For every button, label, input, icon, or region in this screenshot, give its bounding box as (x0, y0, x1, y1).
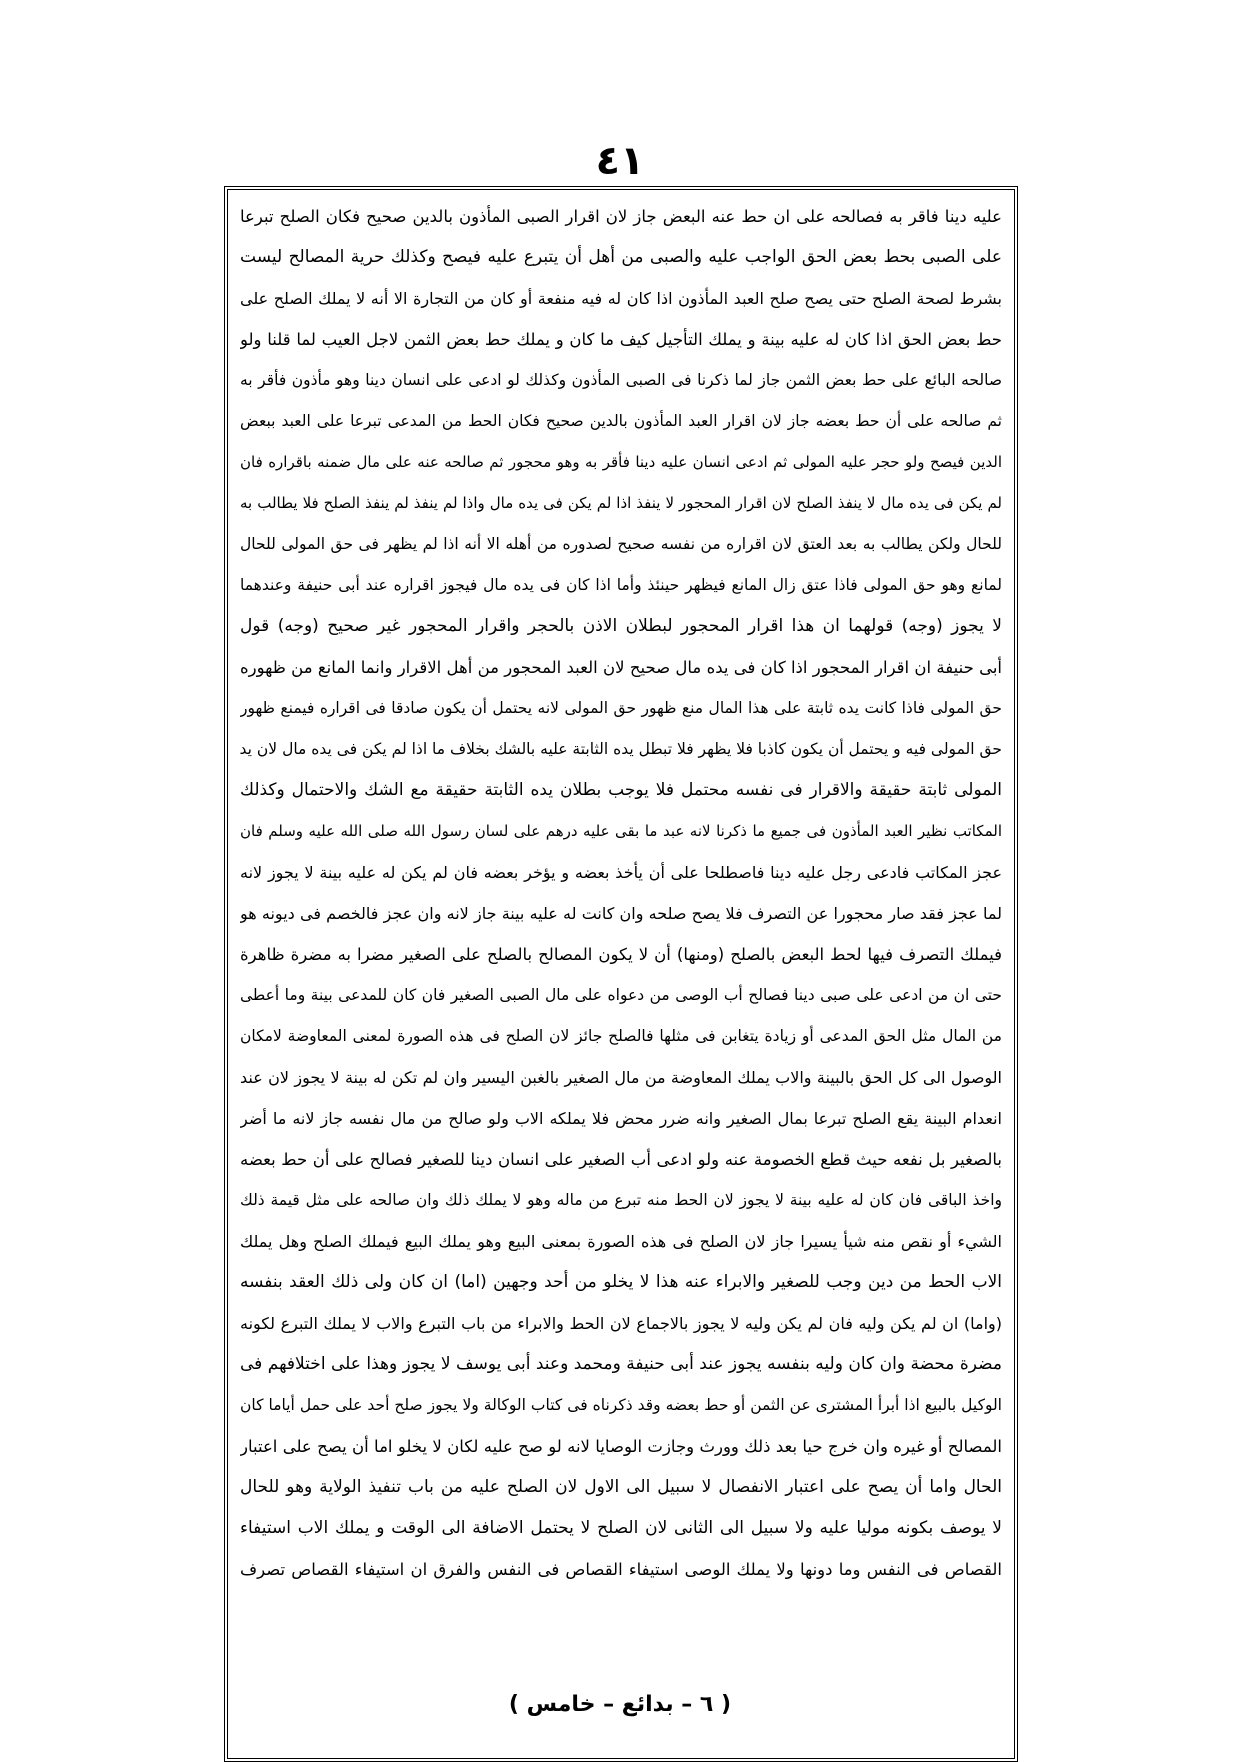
text-line: عليه دينا فاقر به فصالحه على ان حط عنه البعض جاز لان اقرار الصبى المأذون بالدين صحيح فكان الصلح تبرعا (240, 207, 1002, 226)
signature-footer: ( ٦ – بدائع – خامس ) (508, 1692, 732, 1717)
text-line: بالصغير بل نفعه حيث قطع الخصومة عنه ولو ادعى أب الصغير على انسان دينا للصغير فصالح على أن حط بعضه (240, 1150, 1002, 1169)
text-line: لا يجوز (وجه) قولهما ان هذا اقرار المحجور لبطلان الاذن بالحجر واقرار المحجور غير صحيح (وجه) قول (240, 616, 1002, 636)
text-line: (واما) ان لم يكن وليه فان لم يكن وليه لا يجوز بالاجماع لان الحط والابراء من باب التبرع والاب لا يملك التبرع لكونه (240, 1314, 1002, 1333)
text-line: الدين فيصح ولو حجر عليه المولى ثم ادعى انسان عليه دينا فأقر به وهو محجور ثم صالحه عنه على مال ضمنه باقراره فان (240, 453, 1002, 471)
text-line: انعدام البينة يقع الصلح تبرعا بمال الصغير وانه ضرر محض فلا يملكه الاب ولو صالح من مال نفسه جاز لانه ما أضر (240, 1109, 1002, 1128)
text-line: أبى حنيفة ان اقرار المحجور اذا كان فى يده مال صحيح لان العبد المحجور من أهل الاقرار وانما المانع من ظهوره (240, 658, 1002, 677)
text-line: من المال مثل الحق المدعى أو زيادة يتغابن فى مثلها فالصلح جائز لان الصلح فى هذه الصورة لمعنى المعاوضة لامكان (240, 1027, 1002, 1045)
text-line: مضرة محضة وان كان وليه بنفسه يجوز عند أبى حنيفة ومحمد وعند أبى يوسف لا يجوز وهذا على اختلافهم فى (240, 1354, 1002, 1374)
text-line: الحال واما أن يصح على اعتبار الانفصال لا سبيل الى الاول لان الصلح عليه من باب تنفيذ الولاية وهو للحال (240, 1477, 1002, 1497)
page-number: ٤١ (595, 138, 645, 184)
text-line: المولى ثابتة حقيقة والاقرار فى نفسه محتمل فلا يوجب بطلان يده الثابتة حقيقة مع الشك والاحتمال وكذلك (240, 780, 1002, 800)
text-line: بشرط لصحة الصلح حتى يصح صلح العبد المأذون اذا كان له فيه منفعة أو كان من التجارة الا أنه لا يملك الصلح على (240, 289, 1002, 308)
text-line: على الصبى بحط بعض الحق الواجب عليه والصبى من أهل أن يتبرع عليه فيصح وكذلك حرية المصالح ليست (240, 247, 1002, 267)
text-line: حتى ان من ادعى على صبى دينا فصالح أب الوصى من دعواه على مال الصبى الصغير فان كان للمدعى بينة وما أعطى (240, 986, 1002, 1004)
text-line: لما عجز فقد صار محجورا عن التصرف فلا يصح صلحه وان كانت له عليه بينة جاز لانه وان عجز فالخصم فى ديونه هو (240, 904, 1002, 923)
text-line: حق المولى فاذا كانت يده ثابتة على هذا المال منع ظهور حق المولى لانه يحتمل أن يكون صادقا فى اقراره فيمنع ظهور (240, 699, 1002, 717)
text-frame (224, 186, 1018, 1762)
text-line: ثم صالحه على أن حط بعضه جاز لان اقرار العبد المأذون بالدين صحيح فكان الحط من المدعى تبرعا على العبد ببعض (240, 412, 1002, 430)
text-line: للحال ولكن يطالب به بعد العتق لان اقراره من نفسه صحيح لصدوره من أهله الا أنه اذا لم يظهر فى حق المولى للحال (240, 535, 1002, 553)
text-line: واخذ الباقى فان كان له عليه بينة لا يجوز لان الحط منه تبرع من ماله وهو لا يملك ذلك وان صالحه على مثل قيمة ذلك (240, 1191, 1002, 1209)
text-line: الوصول الى كل الحق بالبينة والاب يملك المعاوضة من مال الصغير بالغبن اليسير وان لم تكن له بينة لا يجوز لان عند (240, 1068, 1002, 1087)
text-line: لمانع وهو حق المولى فاذا عتق زال المانع فيظهر حينئذ وأما اذا كان فى يده مال فيجوز اقراره عند أبى حنيفة وعندهما (240, 576, 1002, 594)
text-line: لا يوصف بكونه موليا عليه ولا سبيل الى الثانى لان الصلح لا يحتمل الاضافة الى الوقت و يملك الاب استيفاء (240, 1518, 1002, 1538)
text-line: حق المولى فيه و يحتمل أن يكون كاذبا فلا يظهر فلا تبطل يده الثابتة عليه بالشك بخلاف ما اذا لم يكن فى يده مال لان يد (240, 740, 1002, 758)
text-line: فيملك التصرف فيها لحط البعض بالصلح (ومنها) أن لا يكون المصالح بالصلح على الصغير مضرا به مضرة ظاهرة (240, 945, 1002, 964)
text-line: القصاص فى النفس وما دونها ولا يملك الوصى استيفاء القصاص فى النفس والفرق ان استيفاء القصاص تصرف (240, 1560, 1002, 1579)
text-line: صالحه البائع على حط بعض الثمن جاز لما ذكرنا فى الصبى المأذون وكذلك لو ادعى على انسان دينا وهو مأذون فأقر به (240, 371, 1002, 389)
text-line: المصالح أو غيره وان خرج حيا بعد ذلك وورث وجازت الوصايا لانه لو صح عليه لكان لا يخلو اما أن يصح على اعتبار (240, 1437, 1002, 1456)
page-body (240, 196, 1002, 1590)
text-line: الاب الحط من دين وجب للصغير والابراء عنه هذا لا يخلو من أحد وجهين (اما) ان كان ولى ذلك العقد بنفسه (240, 1272, 1002, 1292)
text-line: الوكيل بالبيع اذا أبرأ المشترى عن الثمن أو حط بعضه وقد ذكرناه فى كتاب الوكالة ولا يجوز صلح أحد على حمل أياما كان (240, 1396, 1002, 1414)
text-line: لم يكن فى يده مال لا ينفذ الصلح لان اقرار المحجور لا ينفذ اذا لم يكن فى يده مال واذا لم ينفذ لم ينفذ الصلح فلا يطالب به (240, 494, 1002, 512)
text-line: الشيء أو نقص منه شيأ يسيرا جاز لان الصلح فى هذه الصورة بمعنى البيع وهو يملك البيع فيملك الصلح وهل يملك (240, 1232, 1002, 1251)
text-line: حط بعض الحق اذا كان له عليه بينة و يملك التأجيل كيف ما كان و يملك حط بعض الثمن لاجل العيب لما قلنا ولو (240, 330, 1002, 349)
text-line: المكاتب نظير العبد المأذون فى جميع ما ذكرنا لانه عبد ما بقى عليه درهم على لسان رسول الله صلى الله عليه وسلم فان (240, 822, 1002, 840)
text-line: عجز المكاتب فادعى رجل عليه دينا فاصطلحا على أن يأخذ بعضه و يؤخر بعضه فان لم يكن له عليه بينة لا يجوز لانه (240, 863, 1002, 882)
